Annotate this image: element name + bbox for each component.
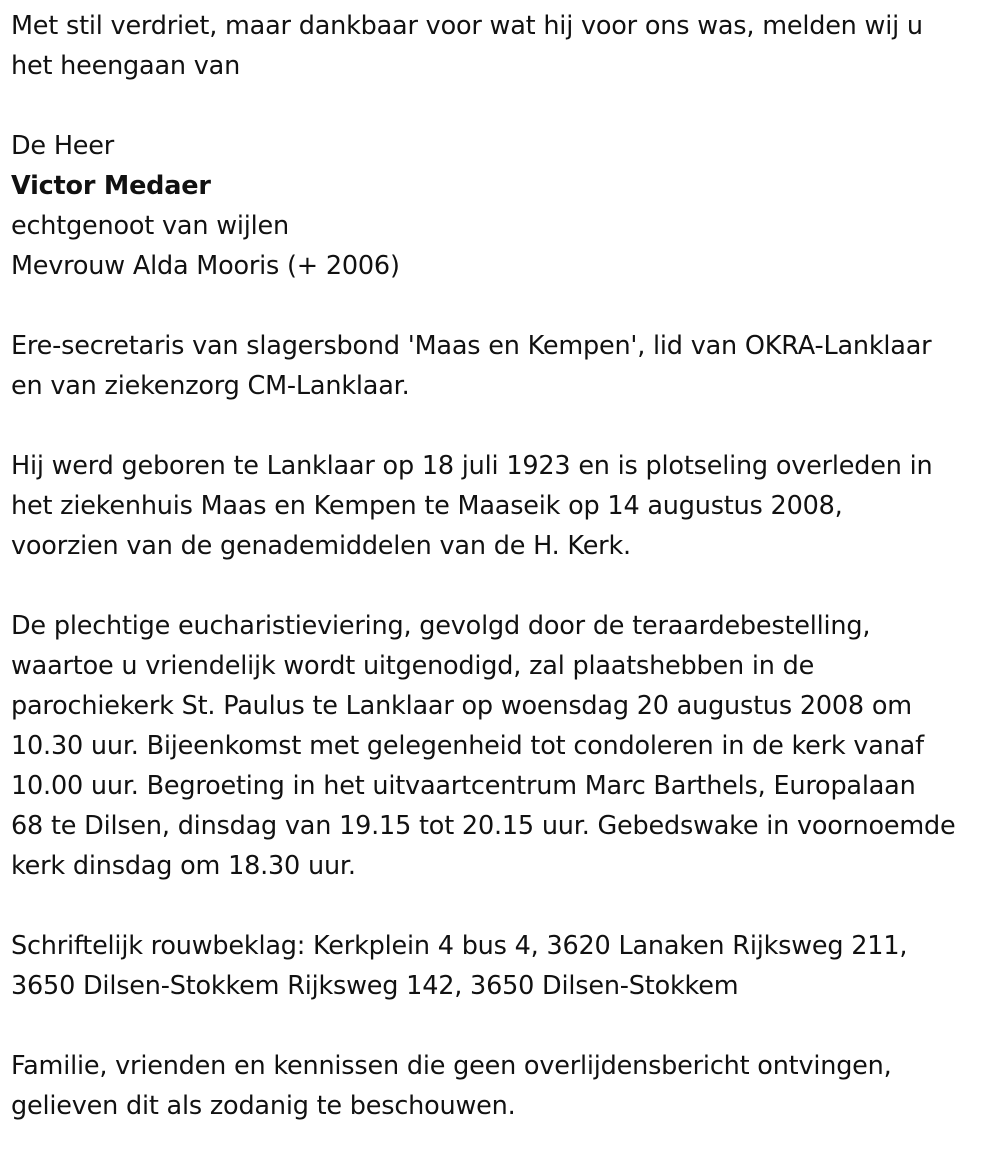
spacer [11,406,986,446]
spouse-name: Mevrouw Alda Mooris (+ 2006) [11,251,400,281]
birth-death-text: Hij werd geboren te Lanklaar op 18 juli 1923 en is plotseling overleden in het ziekenhuis Maas en Kempen te Maaseik op 14 augustus 2008, voorzien van de genademiddelen van de H. Kerk. [11,451,933,561]
title-prefix: De Heer [11,131,115,161]
affiliations-text: Ere-secretaris van slagersbond 'Maas en Kempen', lid van OKRA-Lanklaar en van ziekenzorg CM-Lanklaar. [11,331,932,401]
spouse-relation: echtgenoot van wijlen [11,211,289,241]
intro-text: Met stil verdriet, maar dankbaar voor wat hij voor ons was, melden wij u het heengaan van [11,11,923,81]
closing-text: Familie, vrienden en kennissen die geen overlijdensbericht ontvingen, gelieven dit als zodanig te beschouwen. [11,1051,892,1121]
spacer [11,86,986,126]
condolences-text: Schriftelijk rouwbeklag: Kerkplein 4 bus 4, 3620 Lanaken Rijksweg 211, 3650 Dilsen-Stokkem Rijksweg 142, 3650 Dilsen-Stokkem [11,931,908,1001]
spacer [11,286,986,326]
spacer [11,886,986,926]
deceased-name: Victor Medaer [11,171,211,201]
spacer [11,1006,986,1046]
spacer [11,566,986,606]
ceremony-text: De plechtige eucharistieviering, gevolgd door de teraardebestelling, waartoe u vriendelijk wordt uitgenodigd, zal plaatshebben in de parochiekerk St. Paulus te Lanklaar op woensdag 20 augustus 2008 om 10.30 uur. Bijeenkomst met gelegenheid tot condoleren in de kerk vanaf 10.00 uur. Begroeting in het uitvaartcentrum Marc Barthels, Europalaan 68 te Dilsen, dinsdag van 19.15 tot 20.15 uur. Gebedswake in voornoemde kerk dinsdag om 18.30 uur. [11,611,956,881]
